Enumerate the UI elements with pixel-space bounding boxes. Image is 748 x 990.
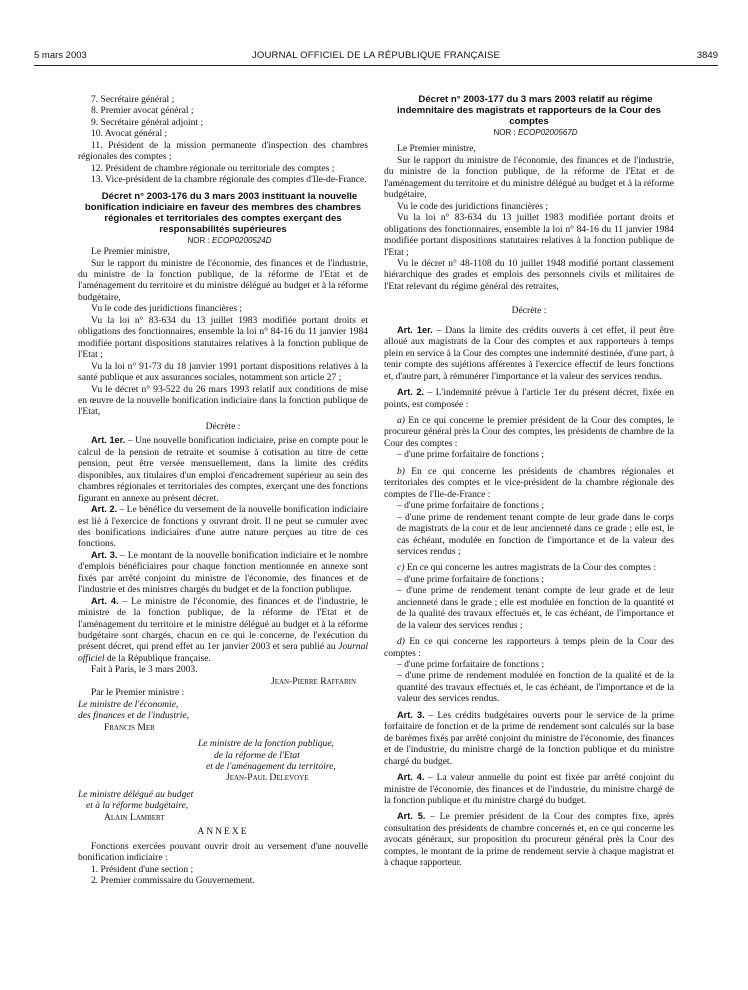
sub-paragraph: a) En ce qui concerne le premier président de la Cour des comptes, le procureur général près la Cour des comptes, les présidents de chambre de la Cour des comptes : [384,414,675,449]
dash-item: – d'une prime de rendement tenant compte de leur grade et de leur ancienneté dans le grade ; elle est modulée en fonction de la quantité et de la qualité des travaux effectués et, le cas échéant, de l'importance et de la valeur des services rendus ; [397,585,674,631]
signatory-title: Le ministre de la fonction publique, [198,738,334,750]
signatory-name: Alain Lambert [104,811,165,823]
article-paragraph: Art. 1er. – Une nouvelle bonification indiciaire, prise en compte pour le calcul de la pension de retraite et soumise à cotisation au titre de cette pension, peut être versée mensuellement, dans la limite des crédits disponibles, aux titulaires d'un emploi d'encadrement supérieur au sein des chambres régionales et territoriales des comptes, exerçant une des fonctions figurant en annexe au présent décret. [78,435,369,504]
visa-paragraph: Vu le décret n° 48-1108 du 10 juillet 1948 modifié portant classement hiérarchique des grades et emplois des personnels civils et militaires de l'Etat relevant du régime général des retraites, [384,257,674,292]
list-item: 9. Secrétaire général adjoint ; [91,116,204,128]
list-item: 11. Président de la mission permanente d'inspection des chambres régionales des comptes ; [78,139,368,163]
visa-paragraph: Vu le décret n° 93-522 du 26 mars 1993 relatif aux conditions de mise en œuvre de la nouvelle bonification indiciaire dans la fonction publique de l'Etat, [78,383,368,418]
article-paragraph: Art. 2. – L'indemnité prévue à l'article 1er du présent décret, fixée en points, est composée : [384,387,674,410]
visa-paragraph: Vu le code des juridictions financières ; [397,200,549,212]
dash-item: – d'une prime forfaitaire de fonctions ; [397,573,544,585]
signatory-name: Jean-Paul Delevoye [226,772,309,784]
sub-paragraph: d) En ce qui concerne les rapporteurs à temps plein de la Cour des comptes : [384,636,674,659]
signatory-title: Le ministre de l'économie, [78,698,179,710]
signatory-title: et de l'aménagement du territoire, [206,761,336,773]
left-column [78,94,368,887]
signatory-title: des finances et de l'industrie, [78,710,190,722]
header-date: 5 mars 2003 [34,50,87,61]
list-item: 8. Premier avocat général ; [91,105,194,117]
header-journal-title: JOURNAL OFFICIEL DE LA RÉPUBLIQUE FRANÇAISE [251,50,501,61]
visa-paragraph: Le Premier ministre, [397,143,476,155]
dash-item: – d'une prime forfaitaire de fonctions ; [397,659,544,671]
visa-paragraph: Vu la loi n° 83-634 du 13 juillet 1983 modifiée portant droits et obligations des fonctionnaires, ensemble la loi n° 84-16 du 11 janvier 1984 modifiée portant dispositions statutaires relatives à la fonction publique de l'Etat ; [78,314,368,361]
signatory-title: de la réforme de l'Etat [214,749,300,761]
article-paragraph: Art. 2. – Le bénéfice du versement de la nouvelle bonification indiciaire est lié à l'exercice de fonctions y ouvrant droit. Il ne peut se cumuler avec des bonifications indiciaires d'une autre nature perçues au titre de ces fonctions. [78,504,368,550]
sub-paragraph: c) En ce qui concerne les autres magistrats de la Cour des comptes : [397,562,657,574]
decree-title: Décret n° 2003-177 du 3 mars 2003 relatif au régime indemnitaire des magistrats et rapporteurs de la Cour des comptes [397,94,661,127]
visa-paragraph: Vu le code des juridictions financières ; [91,303,243,315]
visa-paragraph: Sur le rapport du ministre de l'économie, des finances et de l'industrie, du ministre de la fonction publique, de la réforme de l'Etat et de l'aménagement du territoire et du ministre délégué au budget et à la réforme budgétaire, [78,257,368,303]
decrete-heading: Décrète : [511,305,547,317]
article-paragraph: Art. 3. – Le montant de la nouvelle bonification indiciaire et le nombre d'emplois bénéficiaires pour chaque fonction mentionnée en annexe sont fixés par arrêté conjoint du ministre de l'économie, des finances et de l'industrie et des ministres chargés du budget et de la fonction publique. [78,549,368,596]
dash-item: – d'une prime forfaitaire de fonctions ; [397,449,544,461]
signatory-title: Le ministre délégué au budget [78,788,194,800]
article-paragraph: Art. 4. – Le ministre de l'économie, des finances et de l'industrie, le ministre de la fonction publique, de la réforme de l'Etat et de l'aménagement du territoire et le ministre délégué au budget et à la réforme budgétaire sont chargés, chacun en ce qui le concerne, de l'exécution du présent décret, qui prend effet au 1er janvier 2003 et sera publié au Journal officiel de la République française. [78,595,368,664]
nor-reference: NOR : ECOP0200524D [187,235,272,245]
decree-title: Décret n° 2003-176 du 3 mars 2003 instituant la nouvelle bonification indiciaire en faveur des membres des chambres régionales et territoriales des comptes exerçant des responsabilités supérieures [84,190,362,235]
signature-pm: Jean-Pierre Raffarin [271,675,356,687]
dash-item: – d'une prime forfaitaire de fonctions ; [397,500,544,512]
sub-paragraph: b) En ce qui concerne les présidents de chambres régionales et territoriales des comptes et le vice-président de la chambre régionale des comptes de l'Ile-de-France : [384,465,674,500]
dash-item: – d'une prime de rendement tenant compte de leur grade dans le corps de magistrats de la cour et de leur ancienneté dans ce grade ; elle est, le cas échéant, modulée en fonction de l'importance et de la valeur des services rendus ; [397,511,674,557]
visa-paragraph: Vu la loi n° 91-73 du 18 janvier 1991 portant dispositions relatives à la santé publique et aux assurances sociales, notamment son article 27 ; [78,360,368,384]
annexe-heading: ANNEXE [197,826,249,838]
visa-paragraph: Vu la loi n° 83-634 du 13 juillet 1983 modifiée portant droits et obligations des fonctionnaires, ensemble la loi n° 84-16 du 11 janvier 1984 modifiée portant dispositions statutaires relatives à la fonction publique de l'Etat ; [384,212,674,258]
list-item: 13. Vice-président de la chambre régionale des comptes d'Ile-de-France. [91,174,367,186]
signatory-name: Francis Mer [104,721,155,733]
list-item: 2. Premier commissaire du Gouvernement. [91,875,255,887]
fait-line: Fait à Paris, le 3 mars 2003. [91,664,198,676]
nor-reference: NOR : ECOP0200567D [493,128,578,137]
article-paragraph: Art. 3. – Les crédits budgétaires ouverts pour le service de la prime forfaitaire de fonction et de la prime de rendement sont calculés sur la base de barèmes fixés par arrêté conjoint du ministre de l'économie, des finances et de l'industrie, du ministre chargé de la fonction publique et du ministre chargé du budget. [384,709,674,767]
list-item: 12. Président de chambre régionale ou territoriale des comptes ; [91,162,335,174]
right-column [384,94,674,869]
article-paragraph: Art. 4. – La valeur annuelle du point est fixée par arrêté conjoint du ministre de l'économie, des finances et de l'industrie, du ministre chargé de la fonction publique et du ministre chargé du budget. [384,772,674,807]
header-rule [34,65,718,66]
list-item: 10. Avocat général ; [91,128,168,140]
dash-item: – d'une prime de rendement modulée en fonction de la qualité et de la quantité des travaux effectués et, le cas échéant, de l'importance et de la valeur des services rendus. [397,670,674,705]
signatory-title: et à la réforme budgétaire, [86,800,189,812]
par-premier-ministre: Par le Premier ministre : [91,687,185,699]
article-paragraph: Art. 5. – Le premier président de la Cour des comptes fixe, après consultation des présidents de chambre concernés et, en ce qui concerne les avocats généraux, sur proposition du procureur général près la Cour des comptes, le montant de la prime de rendement servie à chaque magistrat et à chaque rapporteur. [384,811,675,869]
list-item: 7. Secrétaire général ; [91,94,175,105]
article-paragraph: Art. 1er. – Dans la limite des crédits ouverts à cet effet, il peut être alloué aux magistrats de la Cour des comptes et aux rapporteurs à temps plein en service à la Cour des comptes une indemnité destinée, d'une part, à tenir compte des sujétions afférentes à l'exercice effectif de leurs fonctions et, d'autre part, à rémunérer l'importance et la valeur des services rendus. [384,324,674,382]
visa-paragraph: Le Premier ministre, [91,246,170,258]
annexe-intro: Fonctions exercées pouvant ouvrir droit au versement d'une nouvelle bonification indiciaire : [78,840,368,864]
visa-paragraph: Sur le rapport du ministre de l'économie, des finances et de l'industrie, du ministre de la fonction publique, de la réforme de l'Etat et de l'aménagement du territoire et du ministre délégué au budget et à la réforme budgétaire, [384,154,674,201]
page-header [34,50,718,64]
header-page-number: 3849 [696,50,718,61]
decrete-heading: Décrète : [205,420,241,432]
list-item: 1. Président d'une section ; [91,863,194,875]
